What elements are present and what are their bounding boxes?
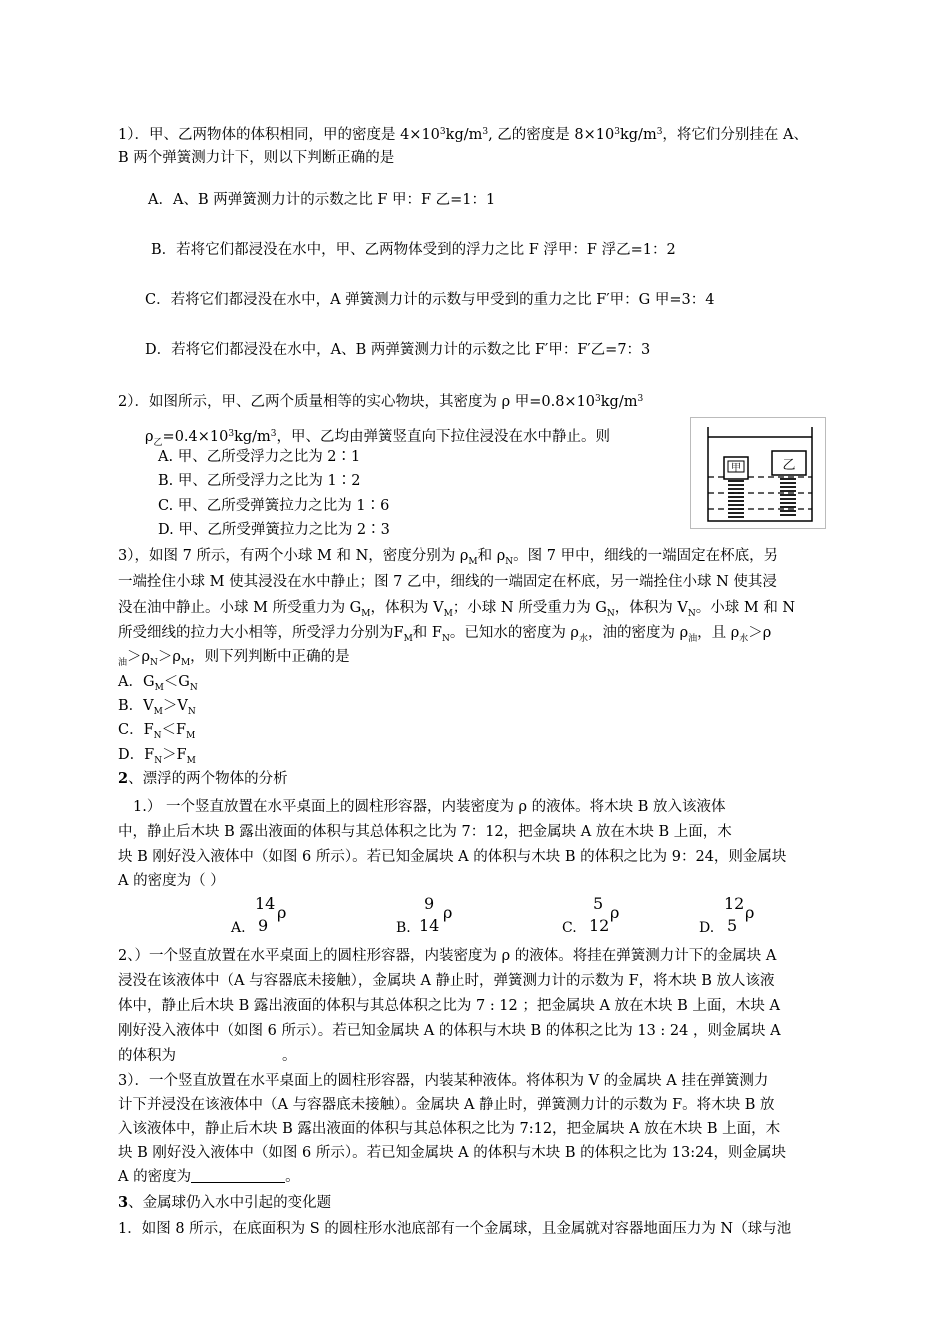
sec2-p3-line2: 计下并浸没在该液体中（A 与容器底未接触）。金属块 A 静止时，弹簧测力计的示数为 F。将木块 B 放 (118, 1097, 775, 1113)
q2-stem-line2: $\rho_乙=0.4\times 10^3kg/m^3$，甲、乙均由弹簧竖直向下拉住浸没在水中静止。则 (145, 429, 611, 448)
q2-figure-springs-in-water (690, 417, 826, 529)
q3-option-c: C．$F_N<F_M$ (118, 722, 196, 741)
q2-option-c: C. 甲、乙所受弹簧拉力之比为 1∶6 (158, 498, 390, 514)
sec2-p1-line1: 1.） 一个竖直放置在水平桌面上的圆柱形容器，内装密度为 ρ 的液体。将木块 B 放入该液体 (133, 799, 726, 815)
q3-line3: 没在油中静止。小球 M 所受重力为 $G_M$，体积为 $V_M$；小球 N 所受重力为 $G_N$，体积为 $V_N$。小球 M 和 N (118, 600, 796, 619)
q3-option-a: A．$G_M<G_N$ (118, 674, 198, 693)
q3-line5: $_油>\rho_N>\rho_M$，则下列判断中正确的是 (118, 649, 350, 668)
q2-option-b: B. 甲、乙所受浮力之比为 1∶2 (158, 473, 361, 489)
q2-option-a: A. 甲、乙所受浮力之比为 2∶1 (158, 449, 361, 465)
q1-stem-line1: 1）．甲、乙两物体的体积相同，甲的密度是 $4\times 10^3kg/m^3$, 乙的密度是 $8\times 10^3kg/m^3$，将它们分别挂在 A、 (118, 127, 809, 143)
q3-line1: 3），如图 7 所示，有两个小球 M 和 N，密度分别为 $\rho_M$和 $\rho_N$。图 7 甲中，细线的一端固定在杯底，另 (118, 548, 779, 567)
sec2-p1-line2: 中，静止后木块 B 露出液面的体积与其总体积之比为 7：12，把金属块 A 放在木块 B 上面，木 (118, 824, 732, 840)
sec2-p3-line3: 入该液体中，静止后木块 B 露出液面的体积与其总体积之比为 7:12，把金属块 A 放在木块 B 上面，木 (118, 1121, 781, 1137)
sec2-p3-line5: A 的密度为 。 (118, 1169, 300, 1185)
q3-line4: 所受细线的拉力大小相等，所受浮力分别为$F_M$和 $F_N$。已知水的密度为 $\rho_水$，油的密度为 $\rho_油$，且 $\rho_水>\rho$ (118, 625, 772, 644)
sec2-p1-line4: A 的密度为（ ） (118, 873, 225, 889)
sec2-p2-line2: 浸没在该液体中（A 与容器底未接触），金属块 A 静止时，弹簧测力计的示数为 F，将木块 B 放人该液 (118, 973, 775, 989)
sec2-p3-line4: 块 B 刚好没入液体中（如图 6 所示）。若已知金属块 A 的体积与木块 B 的体积之比为 13:24，则金属块 (118, 1145, 787, 1161)
sec2-p2-line3: 体中，静止后木块 B 露出液面的体积与其总体积之比为 7 : 12 ；把金属块 A 放在木块 B 上面，木块 A (118, 998, 781, 1014)
sec2-p3-line1: 3）．一个竖直放置在水平桌面上的圆柱形容器，内装某种液体。将体积为 V 的金属块 A 挂在弹簧测力 (118, 1073, 769, 1089)
sec3-p1: 1．如图 8 所示，在底面积为 S 的圆柱形水池底部有一个金属球，且金属就对容器地面压力为 N（球与池 (118, 1221, 792, 1237)
sec2-p1-line3: 块 B 刚好没入液体中（如图 6 所示）。若已知金属块 A 的体积与木块 B 的体积之比为 9：24，则金属块 (118, 849, 787, 865)
q1-stem-line2: B 两个弹簧测力计下，则以下判断正确的是 (118, 150, 395, 166)
svg-text:乙: 乙 (782, 458, 796, 473)
answer-blank[interactable] (191, 1168, 285, 1183)
svg-text:甲: 甲 (731, 463, 741, 474)
q1-option-c: C．若将它们都浸没在水中，A 弹簧测力计的示数与甲受到的重力之比 F′甲：G 甲=3：4 (145, 292, 715, 308)
sec2-p2-line1: 2、）一个竖直放置在水平桌面上的圆柱形容器，内装密度为 ρ 的液体。将挂在弹簧测力计下的金属块 A (118, 948, 777, 964)
q2-option-d: D. 甲、乙所受弹簧拉力之比为 2∶3 (158, 522, 390, 538)
q1-option-a: A．A、B 两弹簧测力计的示数之比 F 甲：F 乙=1：1 (148, 192, 496, 208)
section-2-heading: 2、漂浮的两个物体的分析 (118, 770, 288, 787)
q1-option-b: B．若将它们都浸没在水中，甲、乙两物体受到的浮力之比 F 浮甲：F 浮乙=1：2 (151, 242, 676, 258)
sec2-p2-line4: 刚好没入液体中（如图 6 所示）。若已知金属块 A 的体积与木块 B 的体积之比为 13 : 24 ，则金属块 A (118, 1023, 781, 1039)
q3-line2: 一端拴住小球 M 使其浸没在水中静止；图 7 乙中，细线的一端固定在杯底，另一端拴住小球 N 使其浸 (118, 574, 777, 590)
sec2-p2-line5: 的体积为 。 (118, 1048, 297, 1064)
q1-option-d: D．若将它们都浸没在水中，A、B 两弹簧测力计的示数之比 F′甲：F′乙=7：3 (145, 342, 651, 358)
q2-stem-line1: 2）．如图所示，甲、乙两个质量相等的实心物块，其密度为 ρ 甲$=0.8\times 10^3kg/m^3$ (118, 394, 644, 410)
q3-option-b: B．$V_M>V_N$ (118, 698, 196, 717)
section-3-heading: 3、金属球仍入水中引起的变化题 (118, 1194, 332, 1211)
q3-option-d: D．$F_N>F_M$ (118, 747, 196, 766)
